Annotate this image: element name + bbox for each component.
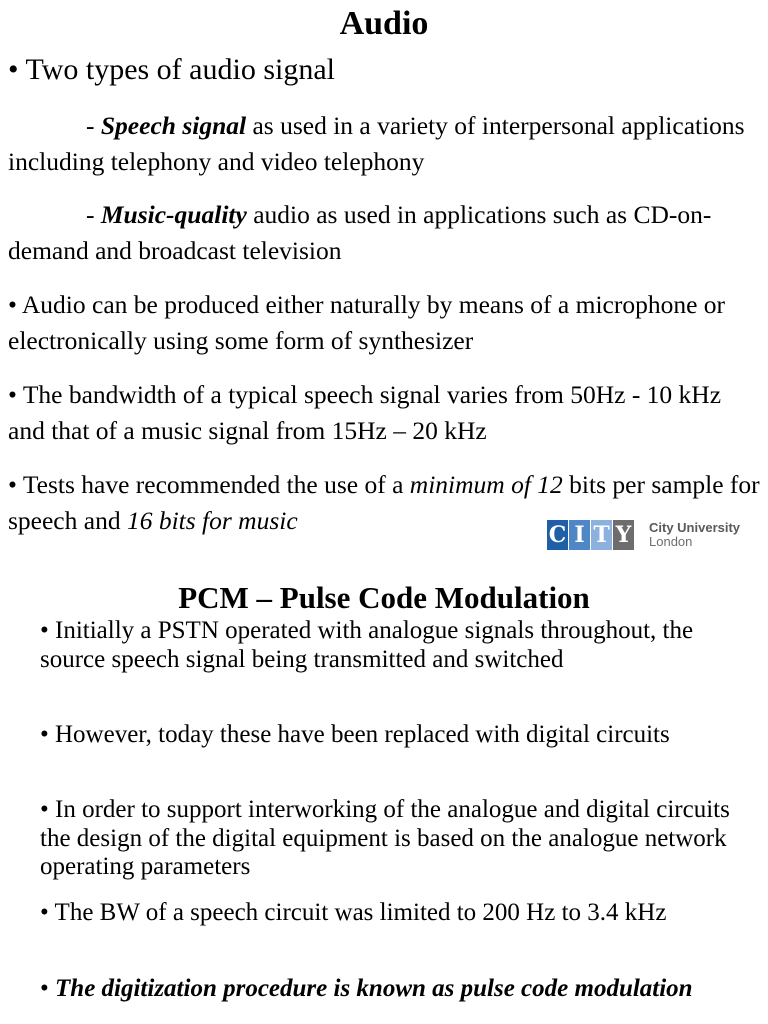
slide-title: Audio [339,5,429,42]
bullet-interworking: • In order to support interworking of the analogue and digital circuits the design of the digital equipment is based on the analogue network operating parameters [40,796,730,880]
music-quality-desc: audio as used in applications such as CD-on-demand and broadcast television [8,200,712,265]
text-part: • Tests have recommended the use of a [8,470,410,499]
16-bits-music: 16 bits for music [126,506,298,535]
logo-line-2: London [649,534,693,549]
dash: - [86,200,101,229]
logo-text [649,521,740,549]
min-12-bits: minimum of 12 [409,470,563,499]
text-part: bits per sample for speech and [8,470,760,535]
logo-line-1: City University [649,520,741,535]
bullet-speech-bw: • The BW of a speech circuit was limited to 200 Hz to 3.4 kHz [40,899,667,926]
city-university-logo [547,520,752,552]
logo-block-i: I [569,520,590,550]
pcm-definition-text: The digitization procedure is known as pulse code modulation [55,975,693,1002]
speech-signal-item [8,108,762,180]
bullet-pcm-definition [40,975,758,1004]
music-quality-term: Music-quality [100,200,247,229]
logo-blocks [547,520,634,550]
bullet-digital-circuits: • However, today these have been replaced with digital circuits [40,721,670,748]
speech-signal-desc: as used in a variety of interpersonal applications including telephony and video telephony [8,111,745,176]
logo-block-y: Y [613,520,634,550]
bullet-bandwidth: • The bandwidth of a typical speech signal varies from 50Hz - 10 kHz and that of a music signal from 15Hz – 20 kHz [8,380,722,445]
music-quality-item [8,197,762,269]
slide-pcm [0,576,768,1024]
logo-block-c: C [548,522,567,548]
bullet-prefix: • [40,975,56,1002]
slide-title: PCM – Pulse Code Modulation [178,580,590,615]
speech-signal-term: Speech signal [100,111,247,140]
bullet-audio-production: • Audio can be produced either naturally by means of a microphone or electronically using some form of synthesizer [8,290,726,355]
dash: - [86,111,101,140]
bullet-audio-types: • Two types of audio signal [8,53,335,86]
bullet-pstn-analogue: • Initially a PSTN operated with analogue signals throughout, the source speech signal being transmitted and switched [40,617,694,673]
logo-block-t: T [591,520,612,550]
